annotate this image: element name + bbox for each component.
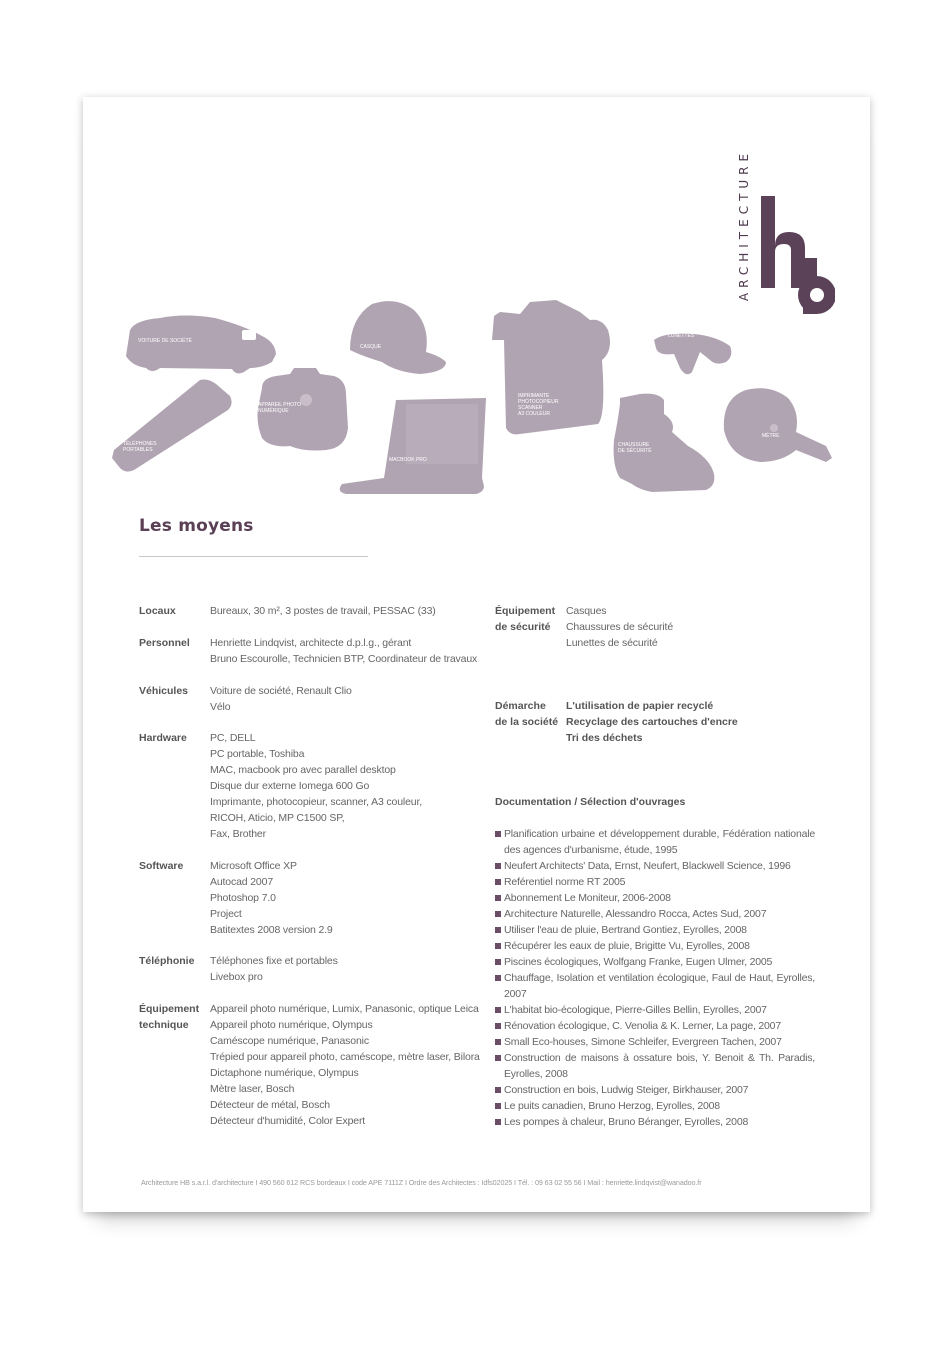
illustration-label-metre: MÈTRE — [762, 433, 780, 439]
page-footer: Architecture HB s.a.r.l. d'architecture I 490 560 612 RCS bordeaux I code APE 7111Z I Ordre des Architectes : Idfs02025 I Tél. : 09 63 02 55 56 I Mail : henriette.lindqvist@wanadoo.fr — [141, 1178, 702, 1187]
bullet-square-icon — [495, 1119, 501, 1125]
bullet-square-icon — [495, 1039, 501, 1045]
list-item: Construction en bois, Ludwig Steiger, Birkhauser, 2007 — [495, 1082, 815, 1098]
list-item: Piscines écologiques, Wolfgang Franke, Eugen Ulmer, 2005 — [495, 954, 815, 970]
list-item: Architecture Naturelle, Alessandro Rocca, Actes Sud, 2007 — [495, 906, 815, 922]
bullet-square-icon — [495, 1087, 501, 1093]
bullet-square-icon — [495, 831, 501, 837]
illustration-label-voiture: VOITURE DE SOCIÉTÉ — [138, 338, 192, 344]
bullet-square-icon — [495, 927, 501, 933]
tape-measure-silhouette — [724, 388, 832, 462]
values-personnel: Henriette Lindqvist, architecte d.p.l.g., gérant Bruno Escourolle, Technicien BTP, Coordinateur de travaux — [210, 637, 478, 665]
list-item: Rénovation écologique, C. Venolia & K. Lerner, La page, 2007 — [495, 1018, 815, 1034]
bullet-square-icon — [495, 1007, 501, 1013]
illustration-label-imprimante: IMPRIMANTE PHOTOCOPIEUR SCANNER A3 COULEUR — [518, 393, 559, 417]
bullet-square-icon — [495, 879, 501, 885]
illustration-label-chaussure: CHAUSSURE DE SÉCURITÉ — [618, 442, 652, 454]
list-item: Small Eco-houses, Simone Schleifer, Evergreen Tachen, 2007 — [495, 1034, 815, 1050]
list-item: Neufert Architects' Data, Ernst, Neufert, Blackwell Science, 1996 — [495, 858, 815, 874]
label-software: Software — [139, 860, 184, 872]
equipment-illustrations — [0, 0, 950, 500]
bullet-square-icon — [495, 1103, 501, 1109]
values-hardware: PC, DELL PC portable, Toshiba MAC, macbook pro avec parallel desktop Disque dur externe Iomega 600 Go Imprimante, photocopieur, scanner, A3 couleur, RICOH, Aticio, MP C1500 SP, Fax, Brother — [210, 732, 422, 840]
logo-wordmark: ARCHITECTURE — [737, 148, 751, 302]
list-item: Reférentiel norme RT 2005 — [495, 874, 815, 890]
bullet-square-icon — [495, 975, 501, 981]
label-demarche: Démarche de la société — [495, 700, 559, 728]
illustration-label-casque: CASQUE — [360, 344, 382, 350]
values-vehicules: Voiture de société, Renault Clio Vélo — [210, 685, 352, 713]
documentation-heading: Documentation / Sélection d'ouvrages — [495, 796, 686, 808]
car-silhouette — [126, 316, 276, 374]
title-divider — [139, 556, 368, 557]
values-locaux: Bureaux, 30 m², 3 postes de travail, PESSAC (33) — [210, 605, 436, 617]
glasses-silhouette — [654, 334, 731, 375]
list-item: Les pompes à chaleur, Bruno Béranger, Eyrolles, 2008 — [495, 1114, 815, 1130]
bullet-square-icon — [495, 943, 501, 949]
label-personnel: Personnel — [139, 637, 190, 649]
list-item: Abonnement Le Moniteur, 2006-2008 — [495, 890, 815, 906]
list-item: Planification urbaine et développement durable, Fédération nationale des agences d'urbanisme, étude, 1995 — [495, 826, 815, 858]
label-hardware: Hardware — [139, 732, 187, 744]
list-item: L'habitat bio-écologique, Pierre-Gilles Bellin, Eyrolles, 2007 — [495, 1002, 815, 1018]
phone-silhouette — [112, 380, 232, 472]
bullet-square-icon — [495, 863, 501, 869]
values-telephonie: Téléphones fixe et portables Livebox pro — [210, 955, 338, 983]
list-item: Construction de maisons à ossature bois, Y. Benoit & Th. Paradis, Eyrolles, 2008 — [495, 1050, 815, 1082]
bullet-square-icon — [495, 1055, 501, 1061]
bullet-square-icon — [495, 911, 501, 917]
values-demarche: L'utilisation de papier recyclé Recyclage des cartouches d'encre Tri des déchets — [566, 700, 738, 744]
illustration-label-lunettes: LUNETTES — [668, 333, 695, 339]
values-equipement-securite: Casques Chaussures de sécurité Lunettes de sécurité — [566, 605, 674, 649]
illustration-label-telephones: TÉLÉPHONES PORTABLES — [123, 441, 157, 453]
bullet-square-icon — [495, 959, 501, 965]
label-equipement-technique: Équipement technique — [139, 1003, 200, 1031]
label-equipement-securite: Équipement de sécurité — [495, 605, 556, 633]
bullet-square-icon — [495, 895, 501, 901]
label-vehicules: Véhicules — [139, 685, 189, 697]
illustration-label-macbook: MACBOOK PRO — [389, 457, 427, 463]
label-telephonie: Téléphonie — [139, 955, 195, 967]
bullet-square-icon — [495, 1023, 501, 1029]
values-software: Microsoft Office XP Autocad 2007 Photoshop 7.0 Project Batitextes 2008 version 2.9 — [210, 860, 333, 936]
values-equipement-technique: Appareil photo numérique, Lumix, Panasonic, optique Leica Appareil photo numérique, Olympus Caméscope numérique, Panasonic Trépied pour appareil photo, caméscope, mètre laser, Bilora Dictaphone numérique, Olympus Mètre laser, Bosch Détecteur de métal, Bosch Détecteur d'humidité, Color Expert — [210, 1003, 480, 1127]
illustration-label-appareil-photo: APPAREIL PHOTO NUMÉRIQUE — [258, 402, 301, 414]
helmet-silhouette — [350, 301, 446, 374]
label-locaux: Locaux — [139, 605, 176, 617]
list-item: Utiliser l'eau de pluie, Bertrand Gontiez, Eyrolles, 2008 — [495, 922, 815, 938]
documentation-list — [495, 826, 815, 1130]
section-title: Les moyens — [139, 516, 254, 536]
list-item: Récupérer les eaux de pluie, Brigitte Vu, Eyrolles, 2008 — [495, 938, 815, 954]
list-item: Chauffage, Isolation et ventilation écologique, Faul de Haut, Eyrolles, 2007 — [495, 970, 815, 1002]
list-item: Le puits canadien, Bruno Herzog, Eyrolles, 2008 — [495, 1098, 815, 1114]
